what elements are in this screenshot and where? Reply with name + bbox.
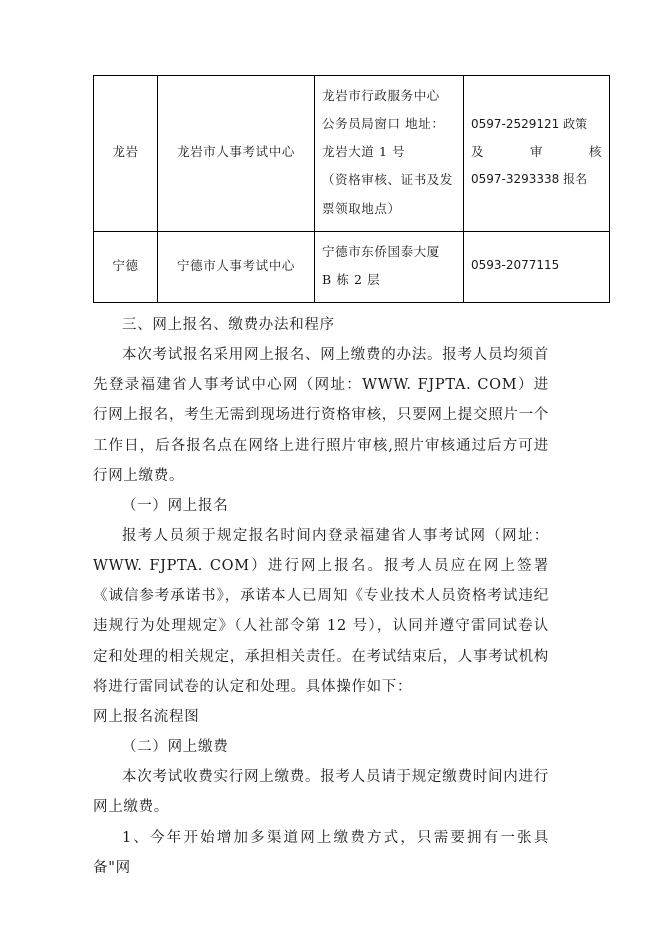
address-line: 龙岩大道 1 号 [322,144,406,160]
phone-line: 0593-2077115 [471,258,560,273]
table-cell-city: 宁德 [94,231,158,302]
flowchart-caption: 网上报名流程图 [93,708,200,725]
address-line: 公务员局窗口 地址： [322,116,445,132]
section-heading-3: 三、网上报名、缴费办法和程序 [122,316,335,333]
table-cell-organization: 宁德市人事考试中心 [158,231,315,302]
address-line: 票领取地点） [322,200,401,216]
phone-line: 及 审 核 [471,144,602,160]
phone-line: 0597-3293338 报名 [471,172,588,187]
table-cell-city: 龙岩 [94,76,158,232]
table-cell-organization: 龙岩市人事考试中心 [158,76,315,232]
address-line: 宁德市东侨国泰大厦 [322,243,440,259]
section-2-paragraph: 本次考试收费实行网上缴费。报考人员请于规定缴费时间内进行网上缴费。 [93,769,549,816]
section-1-paragraph: 报考人员须于规定报名时间内登录福建省人事考试网（网址：WWW. FJPTA. COM）进行网上报名。报考人员应在网上签署《诚信参考承诺书》，承诺本人已周知《专业技术人员资格考试违纪违规行为处理规定》（人社部令第 12 号），认同并遵守雷同试卷认定和处理的相关规定，承担相关责任。在考试结束后，人事考试机构将进行雷同试卷的认定和处理。具体操作如下： [93,527,549,695]
section-2-title: （二）网上缴费 [122,739,229,756]
table-cell-phone [464,231,610,302]
address-line: B 栋 2 层 [322,271,381,287]
address-line: （资格审核、证书及发 [322,172,454,188]
address-line: 龙岩市行政服务中心 [322,88,440,103]
intro-paragraph: 本次考试报名采用网上报名、网上缴费的办法。报考人员均须首先登录福建省人事考试中心网（网址：WWW. FJPTA. COM）进行网上报名，考生无需到现场进行资格审核，只要网上提交照片一个工作日，后各报名点在网络上进行照片审核,照片审核通过后方可进行网上缴费。 [93,347,549,484]
table-cell-phone [464,76,610,232]
page-content [93,75,602,883]
contact-table [93,75,610,303]
table-row [94,231,610,302]
item-1-paragraph: 1、今年开始增加多渠道网上缴费方式，只需要拥有一张具备"网 [93,829,549,876]
phone-line: 0597-2529121 政策 [471,117,588,132]
table-cell-address [315,231,464,302]
table-row [94,76,610,232]
table-cell-address [315,76,464,232]
section-1-title: （一）网上报名 [122,497,229,514]
